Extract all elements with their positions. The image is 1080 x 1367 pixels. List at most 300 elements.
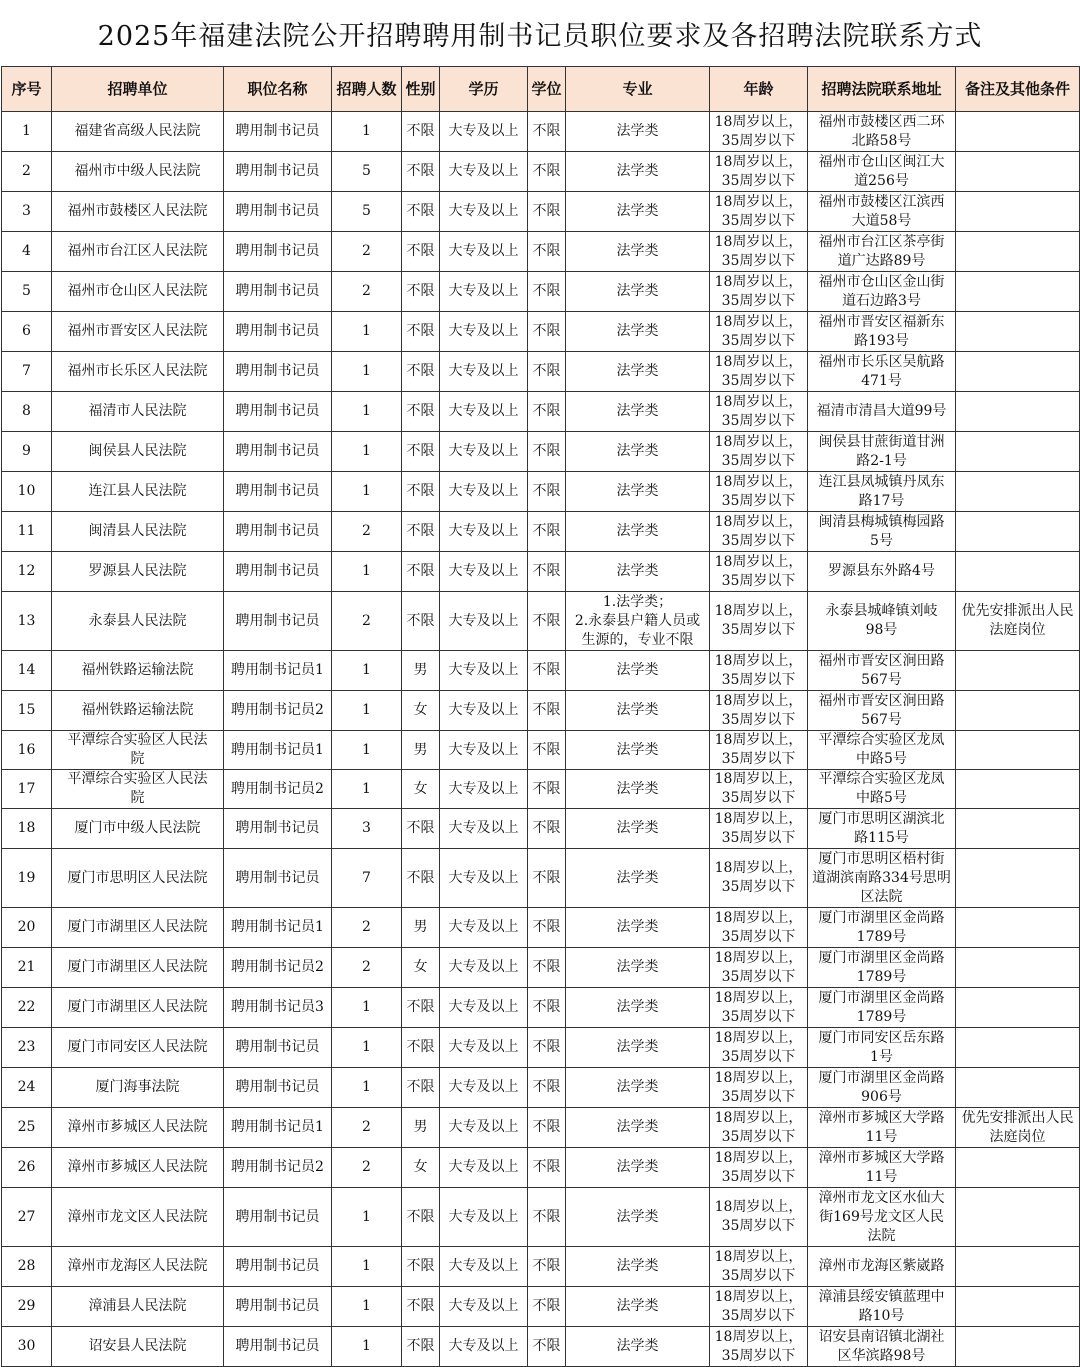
cell-position: 聘用制书记员 — [224, 112, 332, 152]
cell-index: 15 — [2, 691, 52, 731]
cell-position: 聘用制书记员 — [224, 472, 332, 512]
column-header: 招聘法院联系地址 — [808, 67, 956, 112]
cell-major: 法学类 — [566, 1247, 710, 1287]
cell-index: 19 — [2, 849, 52, 908]
cell-degree: 不限 — [528, 312, 566, 352]
cell-unit: 漳州市龙文区人民法院 — [52, 1188, 224, 1247]
cell-notes — [956, 1327, 1080, 1367]
cell-count: 1 — [332, 691, 402, 731]
cell-unit: 厦门市湖里区人民法院 — [52, 908, 224, 948]
cell-unit: 厦门市思明区人民法院 — [52, 849, 224, 908]
column-header: 专业 — [566, 67, 710, 112]
cell-index: 2 — [2, 152, 52, 192]
cell-education: 大专及以上 — [440, 849, 528, 908]
cell-address: 福州市鼓楼区西二环 北路58号 — [808, 112, 956, 152]
cell-index: 26 — [2, 1148, 52, 1188]
cell-notes — [956, 352, 1080, 392]
cell-degree: 不限 — [528, 651, 566, 691]
table-row — [2, 1188, 1080, 1247]
cell-degree: 不限 — [528, 1188, 566, 1247]
cell-position: 聘用制书记员 — [224, 192, 332, 232]
cell-address: 漳州市芗城区大学路 11号 — [808, 1148, 956, 1188]
table-row — [2, 192, 1080, 232]
cell-unit: 福建省高级人民法院 — [52, 112, 224, 152]
cell-gender: 女 — [402, 948, 440, 988]
cell-gender: 男 — [402, 1108, 440, 1148]
table-row — [2, 1327, 1080, 1367]
cell-age: 18周岁以上， 35周岁以下 — [710, 392, 808, 432]
cell-position: 聘用制书记员 — [224, 849, 332, 908]
cell-gender: 不限 — [402, 312, 440, 352]
table-row — [2, 1028, 1080, 1068]
cell-address: 诏安县南诏镇北湖社 区华滨路98号 — [808, 1327, 956, 1367]
column-header: 招聘单位 — [52, 67, 224, 112]
cell-index: 4 — [2, 232, 52, 272]
cell-index: 25 — [2, 1108, 52, 1148]
cell-address: 厦门市湖里区金尚路 1789号 — [808, 988, 956, 1028]
cell-address: 永泰县城峰镇刘岐 98号 — [808, 592, 956, 651]
cell-position: 聘用制书记员 — [224, 1028, 332, 1068]
cell-gender: 不限 — [402, 592, 440, 651]
cell-count: 1 — [332, 1287, 402, 1327]
cell-gender: 不限 — [402, 809, 440, 849]
cell-index: 16 — [2, 731, 52, 770]
cell-position: 聘用制书记员2 — [224, 691, 332, 731]
cell-gender: 不限 — [402, 512, 440, 552]
cell-age: 18周岁以上， 35周岁以下 — [710, 512, 808, 552]
cell-age: 18周岁以上， 35周岁以下 — [710, 472, 808, 512]
column-header: 性别 — [402, 67, 440, 112]
cell-count: 1 — [332, 432, 402, 472]
cell-major: 法学类 — [566, 651, 710, 691]
cell-age: 18周岁以上， 35周岁以下 — [710, 432, 808, 472]
table-row — [2, 272, 1080, 312]
cell-unit: 漳州市龙海区人民法院 — [52, 1247, 224, 1287]
cell-position: 聘用制书记员1 — [224, 651, 332, 691]
cell-education: 大专及以上 — [440, 192, 528, 232]
cell-notes — [956, 988, 1080, 1028]
cell-notes — [956, 1247, 1080, 1287]
cell-degree: 不限 — [528, 192, 566, 232]
table-row — [2, 849, 1080, 908]
cell-age: 18周岁以上， 35周岁以下 — [710, 1108, 808, 1148]
table-row — [2, 731, 1080, 770]
table-row — [2, 770, 1080, 809]
cell-education: 大专及以上 — [440, 908, 528, 948]
cell-count: 1 — [332, 312, 402, 352]
cell-count: 1 — [332, 352, 402, 392]
cell-degree: 不限 — [528, 152, 566, 192]
cell-unit: 永泰县人民法院 — [52, 592, 224, 651]
cell-education: 大专及以上 — [440, 809, 528, 849]
cell-address: 福州市晋安区涧田路 567号 — [808, 691, 956, 731]
cell-index: 29 — [2, 1287, 52, 1327]
cell-address: 厦门市思明区梧村街 道湖滨南路334号思明 区法院 — [808, 849, 956, 908]
cell-education: 大专及以上 — [440, 272, 528, 312]
table-row — [2, 312, 1080, 352]
cell-address: 平潭综合实验区龙凤 中路5号 — [808, 731, 956, 770]
cell-position: 聘用制书记员 — [224, 272, 332, 312]
cell-position: 聘用制书记员 — [224, 1068, 332, 1108]
cell-gender: 男 — [402, 908, 440, 948]
cell-major: 法学类 — [566, 908, 710, 948]
cell-major: 法学类 — [566, 1188, 710, 1247]
cell-major: 1.法学类； 2.永泰县户籍人员或 生源的，专业不限 — [566, 592, 710, 651]
cell-unit: 福州铁路运输法院 — [52, 691, 224, 731]
cell-age: 18周岁以上， 35周岁以下 — [710, 1247, 808, 1287]
cell-degree: 不限 — [528, 1327, 566, 1367]
cell-education: 大专及以上 — [440, 1148, 528, 1188]
cell-major: 法学类 — [566, 512, 710, 552]
cell-age: 18周岁以上， 35周岁以下 — [710, 1148, 808, 1188]
cell-address: 福州市仓山区金山街 道石边路3号 — [808, 272, 956, 312]
cell-position: 聘用制书记员1 — [224, 1108, 332, 1148]
cell-education: 大专及以上 — [440, 1287, 528, 1327]
cell-major: 法学类 — [566, 809, 710, 849]
cell-major: 法学类 — [566, 1327, 710, 1367]
cell-gender: 不限 — [402, 392, 440, 432]
cell-index: 1 — [2, 112, 52, 152]
cell-position: 聘用制书记员2 — [224, 948, 332, 988]
cell-major: 法学类 — [566, 1068, 710, 1108]
cell-index: 7 — [2, 352, 52, 392]
cell-address: 漳浦县绥安镇蓝理中 路10号 — [808, 1287, 956, 1327]
table-row — [2, 691, 1080, 731]
cell-position: 聘用制书记员 — [224, 1188, 332, 1247]
cell-index: 18 — [2, 809, 52, 849]
cell-gender: 不限 — [402, 472, 440, 512]
cell-education: 大专及以上 — [440, 691, 528, 731]
cell-count: 5 — [332, 192, 402, 232]
cell-address: 厦门市思明区湖滨北 路115号 — [808, 809, 956, 849]
cell-position: 聘用制书记员 — [224, 552, 332, 592]
document-title: 2025年福建法院公开招聘聘用制书记员职位要求及各招聘法院联系方式 — [97, 20, 983, 52]
cell-address: 漳州市龙文区水仙大 街169号龙文区人民 法院 — [808, 1188, 956, 1247]
cell-notes — [956, 112, 1080, 152]
cell-index: 11 — [2, 512, 52, 552]
cell-notes — [956, 1188, 1080, 1247]
cell-age: 18周岁以上， 35周岁以下 — [710, 651, 808, 691]
cell-unit: 福州市台江区人民法院 — [52, 232, 224, 272]
cell-degree: 不限 — [528, 432, 566, 472]
table-row — [2, 112, 1080, 152]
table-row — [2, 592, 1080, 651]
cell-age: 18周岁以上， 35周岁以下 — [710, 1028, 808, 1068]
cell-unit: 漳州市芗城区人民法院 — [52, 1108, 224, 1148]
cell-count: 1 — [332, 392, 402, 432]
cell-major: 法学类 — [566, 232, 710, 272]
table-row — [2, 651, 1080, 691]
cell-education: 大专及以上 — [440, 552, 528, 592]
cell-education: 大专及以上 — [440, 432, 528, 472]
cell-degree: 不限 — [528, 908, 566, 948]
table-row — [2, 152, 1080, 192]
cell-gender: 不限 — [402, 1028, 440, 1068]
cell-degree: 不限 — [528, 1068, 566, 1108]
table-row — [2, 1148, 1080, 1188]
cell-education: 大专及以上 — [440, 1068, 528, 1108]
cell-major: 法学类 — [566, 849, 710, 908]
cell-education: 大专及以上 — [440, 312, 528, 352]
cell-index: 30 — [2, 1327, 52, 1367]
cell-unit: 平潭综合实验区人民法 院 — [52, 731, 224, 770]
cell-gender: 不限 — [402, 352, 440, 392]
column-header: 招聘人数 — [332, 67, 402, 112]
cell-gender: 不限 — [402, 432, 440, 472]
cell-count: 1 — [332, 1028, 402, 1068]
cell-degree: 不限 — [528, 352, 566, 392]
cell-age: 18周岁以上， 35周岁以下 — [710, 770, 808, 809]
cell-age: 18周岁以上， 35周岁以下 — [710, 112, 808, 152]
cell-degree: 不限 — [528, 809, 566, 849]
cell-gender: 女 — [402, 691, 440, 731]
cell-unit: 闽清县人民法院 — [52, 512, 224, 552]
recruitment-table — [1, 66, 1080, 1367]
cell-position: 聘用制书记员2 — [224, 770, 332, 809]
cell-count: 1 — [332, 651, 402, 691]
cell-unit: 福州市鼓楼区人民法院 — [52, 192, 224, 232]
cell-address: 罗源县东外路4号 — [808, 552, 956, 592]
cell-count: 1 — [332, 988, 402, 1028]
cell-position: 聘用制书记员 — [224, 312, 332, 352]
cell-position: 聘用制书记员 — [224, 809, 332, 849]
cell-degree: 不限 — [528, 552, 566, 592]
table-body — [2, 112, 1080, 1367]
cell-index: 9 — [2, 432, 52, 472]
cell-index: 21 — [2, 948, 52, 988]
cell-index: 24 — [2, 1068, 52, 1108]
cell-notes — [956, 432, 1080, 472]
cell-education: 大专及以上 — [440, 731, 528, 770]
cell-notes — [956, 651, 1080, 691]
cell-age: 18周岁以上， 35周岁以下 — [710, 948, 808, 988]
cell-major: 法学类 — [566, 112, 710, 152]
cell-degree: 不限 — [528, 592, 566, 651]
column-header: 备注及其他条件 — [956, 67, 1080, 112]
cell-gender: 不限 — [402, 272, 440, 312]
column-header: 学位 — [528, 67, 566, 112]
cell-position: 聘用制书记员 — [224, 232, 332, 272]
cell-index: 10 — [2, 472, 52, 512]
cell-age: 18周岁以上， 35周岁以下 — [710, 192, 808, 232]
cell-gender: 不限 — [402, 192, 440, 232]
cell-age: 18周岁以上， 35周岁以下 — [710, 1068, 808, 1108]
cell-count: 2 — [332, 1148, 402, 1188]
cell-unit: 平潭综合实验区人民法 院 — [52, 770, 224, 809]
cell-major: 法学类 — [566, 272, 710, 312]
cell-position: 聘用制书记员 — [224, 512, 332, 552]
column-header: 职位名称 — [224, 67, 332, 112]
cell-major: 法学类 — [566, 1148, 710, 1188]
cell-count: 2 — [332, 948, 402, 988]
cell-position: 聘用制书记员 — [224, 432, 332, 472]
cell-index: 22 — [2, 988, 52, 1028]
cell-major: 法学类 — [566, 988, 710, 1028]
cell-gender: 不限 — [402, 1188, 440, 1247]
cell-address: 厦门市湖里区金尚路 1789号 — [808, 948, 956, 988]
cell-age: 18周岁以上， 35周岁以下 — [710, 731, 808, 770]
cell-age: 18周岁以上， 35周岁以下 — [710, 691, 808, 731]
table-row — [2, 432, 1080, 472]
cell-count: 1 — [332, 552, 402, 592]
cell-address: 厦门市湖里区金尚路 906号 — [808, 1068, 956, 1108]
cell-degree: 不限 — [528, 112, 566, 152]
cell-index: 8 — [2, 392, 52, 432]
cell-major: 法学类 — [566, 691, 710, 731]
cell-index: 3 — [2, 192, 52, 232]
cell-address: 福清市清昌大道99号 — [808, 392, 956, 432]
cell-unit: 漳州市芗城区人民法院 — [52, 1148, 224, 1188]
cell-count: 1 — [332, 112, 402, 152]
cell-major: 法学类 — [566, 1028, 710, 1068]
cell-position: 聘用制书记员3 — [224, 988, 332, 1028]
cell-education: 大专及以上 — [440, 512, 528, 552]
cell-count: 1 — [332, 731, 402, 770]
cell-position: 聘用制书记员2 — [224, 1148, 332, 1188]
cell-education: 大专及以上 — [440, 112, 528, 152]
cell-education: 大专及以上 — [440, 1108, 528, 1148]
cell-major: 法学类 — [566, 392, 710, 432]
cell-position: 聘用制书记员 — [224, 1327, 332, 1367]
cell-unit: 厦门市湖里区人民法院 — [52, 948, 224, 988]
cell-count: 2 — [332, 592, 402, 651]
cell-count: 1 — [332, 1327, 402, 1367]
cell-notes — [956, 809, 1080, 849]
cell-position: 聘用制书记员 — [224, 392, 332, 432]
cell-major: 法学类 — [566, 770, 710, 809]
cell-position: 聘用制书记员 — [224, 352, 332, 392]
cell-gender: 不限 — [402, 1068, 440, 1108]
cell-notes — [956, 312, 1080, 352]
cell-address: 福州市鼓楼区江滨西 大道58号 — [808, 192, 956, 232]
table-row — [2, 552, 1080, 592]
cell-age: 18周岁以上， 35周岁以下 — [710, 592, 808, 651]
cell-age: 18周岁以上， 35周岁以下 — [710, 272, 808, 312]
cell-degree: 不限 — [528, 472, 566, 512]
cell-education: 大专及以上 — [440, 988, 528, 1028]
cell-education: 大专及以上 — [440, 232, 528, 272]
cell-degree: 不限 — [528, 272, 566, 312]
cell-notes — [956, 512, 1080, 552]
cell-unit: 厦门市中级人民法院 — [52, 809, 224, 849]
cell-notes — [956, 192, 1080, 232]
cell-unit: 闽侯县人民法院 — [52, 432, 224, 472]
table-row — [2, 392, 1080, 432]
cell-notes — [956, 731, 1080, 770]
cell-notes — [956, 272, 1080, 312]
cell-degree: 不限 — [528, 1287, 566, 1327]
table-row — [2, 948, 1080, 988]
cell-notes — [956, 849, 1080, 908]
cell-gender: 不限 — [402, 552, 440, 592]
cell-major: 法学类 — [566, 1108, 710, 1148]
cell-degree: 不限 — [528, 770, 566, 809]
cell-position: 聘用制书记员 — [224, 1287, 332, 1327]
cell-education: 大专及以上 — [440, 770, 528, 809]
cell-position: 聘用制书记员 — [224, 592, 332, 651]
cell-age: 18周岁以上， 35周岁以下 — [710, 312, 808, 352]
cell-unit: 连江县人民法院 — [52, 472, 224, 512]
cell-address: 厦门市湖里区金尚路 1789号 — [808, 908, 956, 948]
cell-index: 20 — [2, 908, 52, 948]
table-row — [2, 512, 1080, 552]
cell-education: 大专及以上 — [440, 1188, 528, 1247]
cell-education: 大专及以上 — [440, 152, 528, 192]
cell-unit: 福州市晋安区人民法院 — [52, 312, 224, 352]
cell-address: 闽清县梅城镇梅园路 5号 — [808, 512, 956, 552]
table-row — [2, 1247, 1080, 1287]
cell-address: 闽侯县甘蔗街道甘洲 路2-1号 — [808, 432, 956, 472]
cell-count: 7 — [332, 849, 402, 908]
cell-unit: 福州市中级人民法院 — [52, 152, 224, 192]
cell-degree: 不限 — [528, 232, 566, 272]
table-row — [2, 988, 1080, 1028]
cell-gender: 男 — [402, 731, 440, 770]
cell-unit: 福州铁路运输法院 — [52, 651, 224, 691]
cell-index: 12 — [2, 552, 52, 592]
cell-notes — [956, 1148, 1080, 1188]
cell-index: 13 — [2, 592, 52, 651]
cell-education: 大专及以上 — [440, 592, 528, 651]
table-row — [2, 232, 1080, 272]
cell-unit: 漳浦县人民法院 — [52, 1287, 224, 1327]
cell-education: 大专及以上 — [440, 1327, 528, 1367]
cell-degree: 不限 — [528, 988, 566, 1028]
cell-notes — [956, 392, 1080, 432]
cell-education: 大专及以上 — [440, 948, 528, 988]
cell-notes — [956, 908, 1080, 948]
cell-count: 1 — [332, 1068, 402, 1108]
cell-notes — [956, 1028, 1080, 1068]
table-row — [2, 809, 1080, 849]
cell-unit: 福州市仓山区人民法院 — [52, 272, 224, 312]
cell-gender: 不限 — [402, 1247, 440, 1287]
cell-count: 2 — [332, 272, 402, 312]
cell-notes — [956, 770, 1080, 809]
cell-count: 3 — [332, 809, 402, 849]
cell-index: 23 — [2, 1028, 52, 1068]
cell-major: 法学类 — [566, 948, 710, 988]
cell-notes — [956, 1287, 1080, 1327]
cell-address: 厦门市同安区岳东路 1号 — [808, 1028, 956, 1068]
cell-notes — [956, 1068, 1080, 1108]
cell-unit: 厦门海事法院 — [52, 1068, 224, 1108]
cell-address: 福州市长乐区吴航路 471号 — [808, 352, 956, 392]
table-row — [2, 1108, 1080, 1148]
table-row — [2, 472, 1080, 512]
cell-major: 法学类 — [566, 352, 710, 392]
cell-degree: 不限 — [528, 849, 566, 908]
cell-gender: 不限 — [402, 232, 440, 272]
cell-count: 5 — [332, 152, 402, 192]
table-row — [2, 1068, 1080, 1108]
cell-address: 漳州市龙海区紫崴路 — [808, 1247, 956, 1287]
cell-age: 18周岁以上， 35周岁以下 — [710, 232, 808, 272]
cell-gender: 不限 — [402, 1287, 440, 1327]
cell-address: 福州市台江区茶亭街 道广达路89号 — [808, 232, 956, 272]
cell-position: 聘用制书记员 — [224, 152, 332, 192]
cell-age: 18周岁以上， 35周岁以下 — [710, 1287, 808, 1327]
cell-gender: 不限 — [402, 112, 440, 152]
cell-count: 1 — [332, 1188, 402, 1247]
cell-address: 福州市仓山区闽江大 道256号 — [808, 152, 956, 192]
column-header: 序号 — [2, 67, 52, 112]
cell-count: 2 — [332, 1108, 402, 1148]
cell-index: 14 — [2, 651, 52, 691]
cell-gender: 女 — [402, 1148, 440, 1188]
cell-major: 法学类 — [566, 432, 710, 472]
cell-notes — [956, 232, 1080, 272]
